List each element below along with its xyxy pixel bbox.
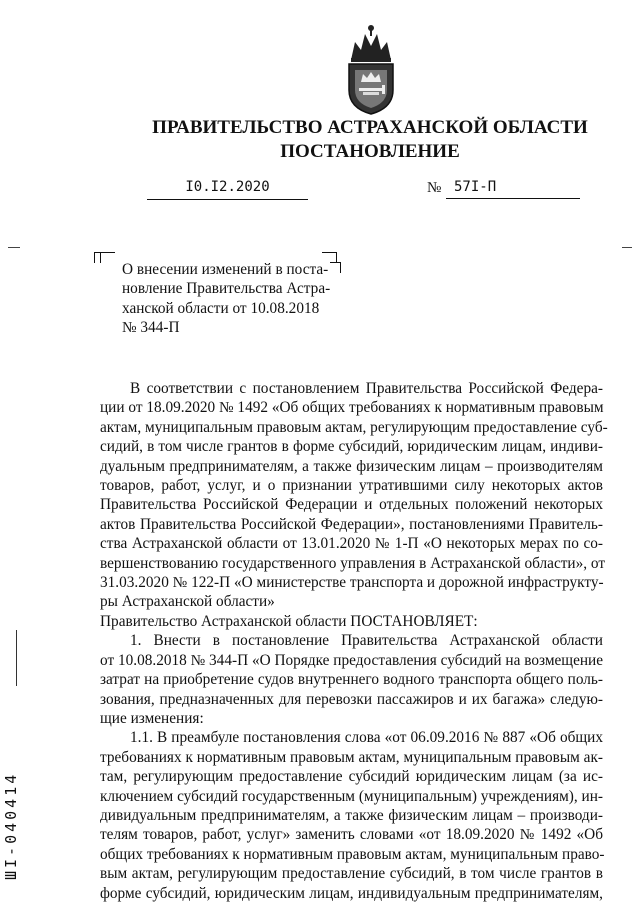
body-line: общих требованиях к нормативным правовым актам, муниципальным право- [100,845,605,863]
body-line: актов Правительства Российской Федерации», постановлениями Правитель- [100,515,603,533]
body-line: 31.03.2020 № 122-П «О министерстве транспорта и дорожной инфраструкту- [100,574,604,592]
document-subject [122,260,362,338]
body-line: форме субсидий, юридическим лицам, индивидуальным предпринимателям, [100,884,603,902]
body-line: дивидуальным предпринимателям, а также физическим лицам – производи- [100,806,603,824]
body-line: дуальным предпринимателям, а также физическим лицам – производителям [100,457,603,475]
body-line: 1.1. В преамбуле постановления слова «от 06.09.2016 № 887 «Об общих [130,729,603,747]
serial-number: ШI-040414 [2,771,20,880]
body-line: ции от 18.09.2020 № 1492 «Об общих требованиях к нормативным правовым [100,399,604,417]
body-line: актам, муниципальным правовым актам, регулирующим предоставление суб- [100,418,608,436]
margin-mark-left [8,247,20,248]
document-body [100,379,608,903]
document-type: ПОСТАНОВЛЕНИЕ [280,141,460,162]
document-number: 57I-П [446,179,580,199]
number-sign: № [427,180,442,196]
body-line: там, регулирующим предоставление субсидий юридическим лицам (за ис- [100,768,603,786]
body-line: сидий, в том числе грантов в форме субсидий, юридическим лицам, индиви- [100,438,603,456]
margin-vertical-line [16,630,17,686]
body-line: зования, предназначенных для перевозки пассажиров и их багажа» следую- [100,690,603,708]
body-line: требованиях к нормативным правовым актам, муниципальным правовым ак- [100,748,603,766]
body-line: вым актам, регулирующим предоставление субсидий, в том числе грантов в [100,865,603,883]
body-line: ры Астраханской области» [100,593,275,611]
body-line: товаров, работ, услуг, и о признании утратившими силу некоторых актов [100,477,603,495]
body-line: 1. Внести в постановление Правительства Астраханской области [130,632,603,650]
subject-line: новление Правительства Астра- [122,280,331,298]
body-line: вершенствованию государственного управления в Астраханской области», от [100,554,606,572]
body-line: от 10.08.2018 № 344-П «О Порядке предоставления субсидий на возмещение [100,651,604,669]
body-line: ключением субсидий государственным (муниципальным) учреждениям), ин- [100,787,603,805]
organization-name: ПРАВИТЕЛЬСТВО АСТРАХАНСКОЙ ОБЛАСТИ [152,117,588,138]
corner-mark-left [100,252,115,263]
body-line: телям товаров, работ, услуг» заменить словами «от 18.09.2020 № 1492 «Об [100,826,603,844]
subject-line: ханской области от 10.08.2018 [122,299,320,317]
subject-line: № 344-П [122,319,180,337]
body-line: Правительство Астраханской области ПОСТАНОВЛЯЕТ: [100,612,478,630]
document-date: I0.I2.2020 [147,179,308,200]
body-line: затрат на приобретение судов внутреннего водного транспорта общего поль- [100,671,603,689]
body-line: Правительства Российской Федерации и отдельных положений некоторых [100,496,603,514]
subject-line: О внесении изменений в поста- [122,261,329,278]
coat-of-arms-icon [337,20,405,116]
body-line: ства Астраханской области от 13.01.2020 № 1-П «О некоторых мерах по со- [100,535,603,553]
body-line: щие изменения: [100,709,204,727]
body-line: В соответствии с постановлением Правительства Российской Федера- [130,380,603,397]
margin-mark-right [622,247,632,248]
